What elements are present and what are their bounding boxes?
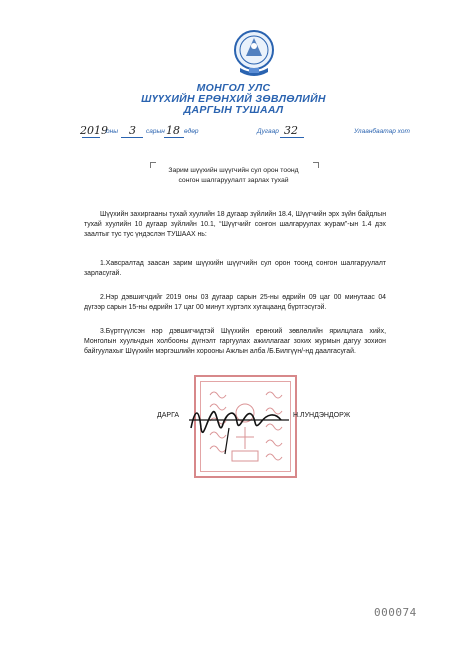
- order-year: 2019: [80, 124, 108, 137]
- signatory-name: Н.ЛУНДЭНДОРЖ: [293, 412, 351, 419]
- body-item-1: 1.Хавсралтад заасан зарим шүүхийн шүүгчийн сул орон тоонд сонгон шалгаруулалт зарласугай.: [84, 260, 386, 277]
- body-item-3: 3.Бүртгүүлсэн нэр дэвшигчидтэй Шүүхийн ерөнхий зөвлөлийн ярилцлага хийх, Монголын хуульчдын холбооны дүгнэлт гаргуулах ажиллагааг зохих журмын дагуу зохион байгуулахыг Шүүхийн мэргэшлийн хорооны Ажлын алба /Б.Билгүүн/-нд даалгасугай.: [84, 328, 386, 355]
- state-emblem-icon: [232, 28, 276, 78]
- year-suffix: оны: [106, 128, 118, 135]
- order-month: 3: [129, 124, 136, 137]
- header-order-title: ДАРГЫН ТУШААЛ: [183, 104, 284, 116]
- header-council: ШҮҮХИЙН ЕРӨНХИЙ ЗӨВЛӨЛИЙН: [141, 93, 326, 105]
- number-underline: [280, 137, 304, 138]
- day-suffix: өдөр: [184, 128, 199, 135]
- city-label: Улаанбаатар хот: [354, 128, 410, 135]
- signatory-title: ДАРГА: [157, 412, 180, 419]
- order-number: 32: [284, 124, 298, 137]
- order-day: 18: [166, 124, 180, 137]
- handwritten-signature: [185, 398, 295, 458]
- month-suffix: сарын: [146, 128, 165, 135]
- body-item-2: 2.Нэр дэвшигчдийг 2019 оны 03 дугаар сарын 25-ны өдрийн 09 цаг 00 минутаас 04 дүгээр сарын 15-ны өдрийн 17 цаг 00 минут хүртэлх хугацаанд бүртгэсүгэй.: [84, 294, 386, 311]
- date-underline: [82, 137, 100, 138]
- header-country: МОНГОЛ УЛС: [196, 82, 271, 94]
- month-underline: [121, 137, 143, 138]
- number-label: Дугаар: [257, 128, 279, 135]
- body-preamble: Шүүхийн захиргааны тухай хуулийн 18 дугаар зүйлийн 18.4, Шүүгчийн эрх зүйн байдлын тухай хуулийн 10 дугаар зүйлийн 10.1, “Шүүгчийг сонгон шалгаруулах журам”-ын 1.4 дэх заалтыг тус тус үндэслэн ТУШААХ нь:: [84, 211, 386, 238]
- document-serial-number: 000074: [374, 606, 417, 619]
- subject-line-1: Зарим шүүхийн шүүгчийн сул орон тоонд: [168, 167, 299, 174]
- day-underline: [164, 137, 184, 138]
- subject-line-2: сонгон шалгаруулалт зарлах тухай: [178, 177, 289, 184]
